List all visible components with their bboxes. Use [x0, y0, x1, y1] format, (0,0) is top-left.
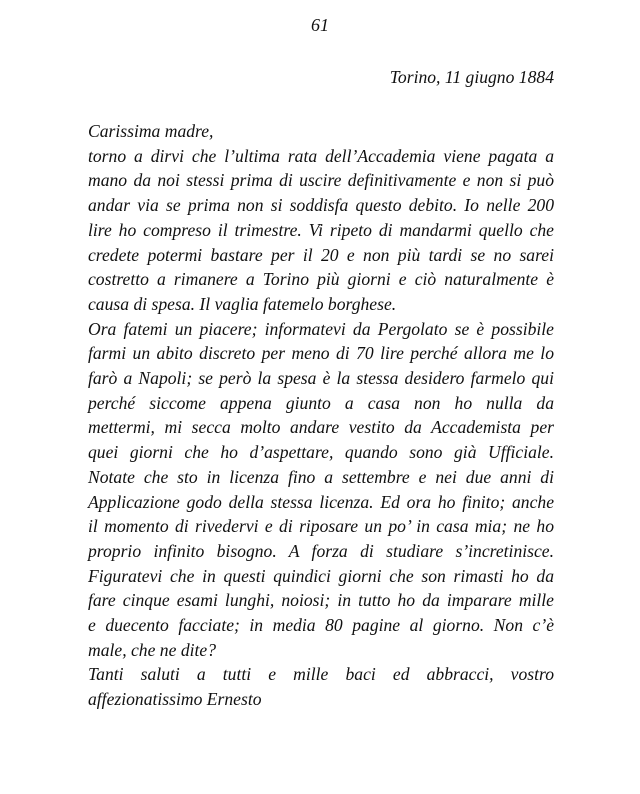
text-line: fare cinque esami lunghi, noiosi; in tutto ho da imparare mille: [88, 590, 554, 611]
text-line: Applicazione godo della stessa licenza. Ed ora ho finito; anche: [88, 491, 554, 512]
text-line: Tanti saluti a tutti e mille baci ed abbracci, vostro: [88, 664, 554, 685]
text-line: Notate che sto in licenza fino a settembre e nei due anni di: [88, 466, 554, 487]
text-line: male, che ne dite?: [88, 639, 216, 660]
text-line: Figuratevi che in questi quindici giorni che son rimasti ho da: [88, 565, 554, 586]
text-line: proprio infinito bisogno. A forza di studiare s’incretinisce.: [88, 540, 554, 561]
text-line: e duecento facciate; in media 80 pagine al giorno. Non c’è: [88, 615, 554, 636]
text-line: mettermi, mi secca molto andare vestito da Accademista per: [88, 417, 554, 438]
dateline: Torino, 11 giugno 1884: [389, 67, 554, 87]
signature-line: affezionatissimo Ernesto: [88, 689, 262, 710]
text-line: causa di spesa. Il vaglia fatemelo borghese.: [88, 293, 397, 314]
text-line: costretto a rimanere a Torino più giorni e ciò naturalmente è: [88, 269, 554, 290]
text-line: credete potermi bastare per il 20 e non più tardi se no sarei: [88, 244, 554, 265]
text-line: torno a dirvi che l’ultima rata dell’Accademia viene pagata a: [88, 145, 554, 166]
paragraph-1: [88, 144, 554, 317]
text-line: farmi un abito discreto per meno di 70 lire perché allora me lo: [88, 343, 554, 364]
salutation: Carissima madre,: [88, 121, 214, 141]
paragraph-2: [88, 317, 554, 663]
text-line: andar via se prima non si soddisfa questo debito. Io nelle 200: [88, 195, 554, 216]
paragraph-3: [88, 662, 554, 711]
text-line: lire ho compreso il trimestre. Vi ripeto di mandarmi quello che: [88, 219, 554, 240]
page-number: 61: [311, 15, 329, 35]
text-line: mano da noi stessi prima di uscire definitivamente e non si può: [88, 170, 554, 191]
letter-body: [88, 119, 554, 712]
text-line: farò a Napoli; se però la spesa è la stessa desidero farmelo qui: [88, 368, 554, 389]
text-line: Ora fatemi un piacere; informatevi da Pergolato se è possibile: [88, 318, 554, 339]
text-line: il momento di rivedervi e di riposare un po’ in casa mia; ne ho: [88, 516, 554, 537]
text-line: quei giorni che ho d’aspettare, quando sono già Ufficiale.: [88, 442, 554, 463]
text-line: perché siccome appena giunto a casa non ho nulla da: [88, 392, 554, 413]
